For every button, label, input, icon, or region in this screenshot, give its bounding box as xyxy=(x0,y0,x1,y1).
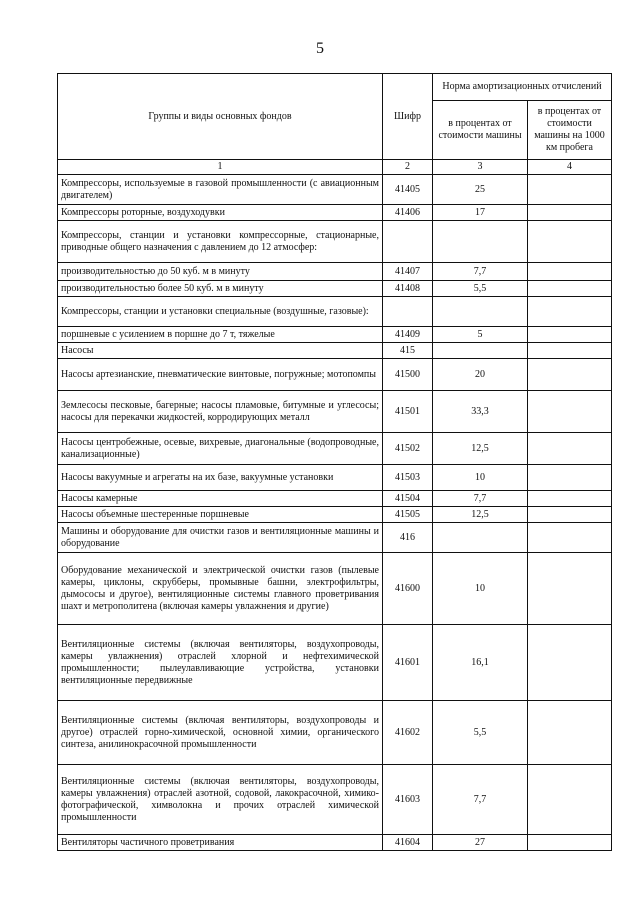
row-code: 41602 xyxy=(383,701,433,765)
header-code-column: Шифр xyxy=(383,74,433,160)
row-name: Насосы артезианские, пневматические винтовые, погружные; мотопомпы xyxy=(58,359,383,391)
row-code: 41604 xyxy=(383,835,433,851)
row-km-value xyxy=(528,391,612,433)
row-name: Землесосы песковые, багерные; насосы пламовые, битумные и углесосы; насосы для перекачки жидкостей, корродирующих металл xyxy=(58,391,383,433)
row-value xyxy=(433,297,528,327)
row-value: 5,5 xyxy=(433,701,528,765)
table-row xyxy=(58,835,612,851)
table-row xyxy=(58,205,612,221)
row-km-value xyxy=(528,491,612,507)
row-code xyxy=(383,297,433,327)
row-code: 41503 xyxy=(383,465,433,491)
row-code: 41405 xyxy=(383,175,433,205)
header-percent-km-column: в процентах от стоимости машины на 1000 км пробега xyxy=(528,101,612,160)
column-number: 4 xyxy=(528,160,612,175)
table-row xyxy=(58,507,612,523)
row-name: Насосы вакуумные и агрегаты на их базе, вакуумные установки xyxy=(58,465,383,491)
row-name: Машины и оборудование для очистки газов и вентиляционные машины и оборудование xyxy=(58,523,383,553)
row-km-value xyxy=(528,765,612,835)
row-km-value xyxy=(528,175,612,205)
row-code: 41504 xyxy=(383,491,433,507)
row-value: 16,1 xyxy=(433,625,528,701)
row-name: Насосы центробежные, осевые, вихревые, диагональные (водопроводные, канализационные) xyxy=(58,433,383,465)
row-code: 41600 xyxy=(383,553,433,625)
table-row xyxy=(58,523,612,553)
row-km-value xyxy=(528,465,612,491)
header-group-column: Группы и виды основных фондов xyxy=(58,74,383,160)
table-row xyxy=(58,701,612,765)
row-code: 41407 xyxy=(383,263,433,281)
row-value: 7,7 xyxy=(433,765,528,835)
row-km-value xyxy=(528,281,612,297)
table-row xyxy=(58,221,612,263)
row-km-value xyxy=(528,327,612,343)
row-code: 41603 xyxy=(383,765,433,835)
row-code: 415 xyxy=(383,343,433,359)
row-name: Компрессоры, станции и установки компрессорные, стационарные, приводные общего назначения с давлением до 12 атмосфер: xyxy=(58,221,383,263)
row-km-value xyxy=(528,835,612,851)
row-name: Компрессоры роторные, воздуходувки xyxy=(58,205,383,221)
row-name: производительностью до 50 куб. м в минуту xyxy=(58,263,383,281)
row-value: 5,5 xyxy=(433,281,528,297)
page-number: 5 xyxy=(316,40,324,57)
table-row xyxy=(58,281,612,297)
row-name: производительностью более 50 куб. м в минуту xyxy=(58,281,383,297)
table-row xyxy=(58,175,612,205)
row-value: 27 xyxy=(433,835,528,851)
row-code: 41406 xyxy=(383,205,433,221)
row-value: 12,5 xyxy=(433,433,528,465)
row-code: 41601 xyxy=(383,625,433,701)
row-name: Вентиляторы частичного проветривания xyxy=(58,835,383,851)
row-code: 41408 xyxy=(383,281,433,297)
row-code: 41505 xyxy=(383,507,433,523)
table-row xyxy=(58,359,612,391)
row-code: 41502 xyxy=(383,433,433,465)
row-km-value xyxy=(528,359,612,391)
row-value: 17 xyxy=(433,205,528,221)
table-body xyxy=(58,175,612,851)
column-number: 3 xyxy=(433,160,528,175)
row-value: 5 xyxy=(433,327,528,343)
table-row xyxy=(58,553,612,625)
row-name: поршневые с усилением в поршне до 7 т, тяжелые xyxy=(58,327,383,343)
row-km-value xyxy=(528,221,612,263)
row-km-value xyxy=(528,553,612,625)
row-code xyxy=(383,221,433,263)
column-number: 1 xyxy=(58,160,383,175)
row-km-value xyxy=(528,263,612,281)
row-km-value xyxy=(528,433,612,465)
amortization-table xyxy=(57,73,612,851)
row-name: Компрессоры, используемые в газовой промышленности (с авиационным двигателем) xyxy=(58,175,383,205)
table-row xyxy=(58,765,612,835)
row-value xyxy=(433,343,528,359)
table-row xyxy=(58,391,612,433)
row-km-value xyxy=(528,523,612,553)
table-row xyxy=(58,625,612,701)
row-code: 41501 xyxy=(383,391,433,433)
row-name: Насосы xyxy=(58,343,383,359)
table-row xyxy=(58,491,612,507)
column-number: 2 xyxy=(383,160,433,175)
row-name: Насосы объемные шестеренные поршневые xyxy=(58,507,383,523)
table-row xyxy=(58,263,612,281)
row-name: Вентиляционные системы (включая вентиляторы, воздухопроводы, камеры увлажнения) отраслей хлорной и нефтехимической промышленности; пылеулавливающие устройства, установки вентиляционные передвижные xyxy=(58,625,383,701)
row-km-value xyxy=(528,625,612,701)
row-km-value xyxy=(528,507,612,523)
table-row xyxy=(58,433,612,465)
header-norm-column: Норма амортизационных отчислений xyxy=(433,74,612,101)
row-value: 12,5 xyxy=(433,507,528,523)
row-km-value xyxy=(528,343,612,359)
row-km-value xyxy=(528,297,612,327)
row-name: Вентиляционные системы (включая вентиляторы, воздухопроводы, камеры увлажнения) отраслей азотной, содовой, лакокрасочной, химико-фотографической, химволокна и прочих отраслей химической промышленности xyxy=(58,765,383,835)
row-name: Насосы камерные xyxy=(58,491,383,507)
row-value: 7,7 xyxy=(433,491,528,507)
row-code: 416 xyxy=(383,523,433,553)
row-code: 41500 xyxy=(383,359,433,391)
row-value: 10 xyxy=(433,553,528,625)
row-name: Вентиляционные системы (включая вентиляторы, воздухопроводы и другое) отраслей горно-химической, основной химии, органического синтеза, анилинокрасочной промышленности xyxy=(58,701,383,765)
row-value xyxy=(433,523,528,553)
header-percent-cost-column: в процентах от стоимости машины xyxy=(433,101,528,160)
row-name: Компрессоры, станции и установки специальные (воздушные, газовые): xyxy=(58,297,383,327)
row-value: 7,7 xyxy=(433,263,528,281)
row-km-value xyxy=(528,701,612,765)
row-value: 20 xyxy=(433,359,528,391)
row-km-value xyxy=(528,205,612,221)
row-name: Оборудование механической и электрической очистки газов (пылевые камеры, циклоны, скрубберы, промывные башни, электрофильтры, дымососы и другое), вентиляционные системы главного проветривания шахт и метрополитена (включая камеры увлажнения и другие) xyxy=(58,553,383,625)
row-value xyxy=(433,221,528,263)
row-value: 10 xyxy=(433,465,528,491)
table-header xyxy=(58,74,612,175)
table-row xyxy=(58,297,612,327)
row-value: 33,3 xyxy=(433,391,528,433)
column-numbers-row xyxy=(58,160,612,175)
row-value: 25 xyxy=(433,175,528,205)
table-row xyxy=(58,327,612,343)
row-code: 41409 xyxy=(383,327,433,343)
table-row xyxy=(58,465,612,491)
table-row xyxy=(58,343,612,359)
